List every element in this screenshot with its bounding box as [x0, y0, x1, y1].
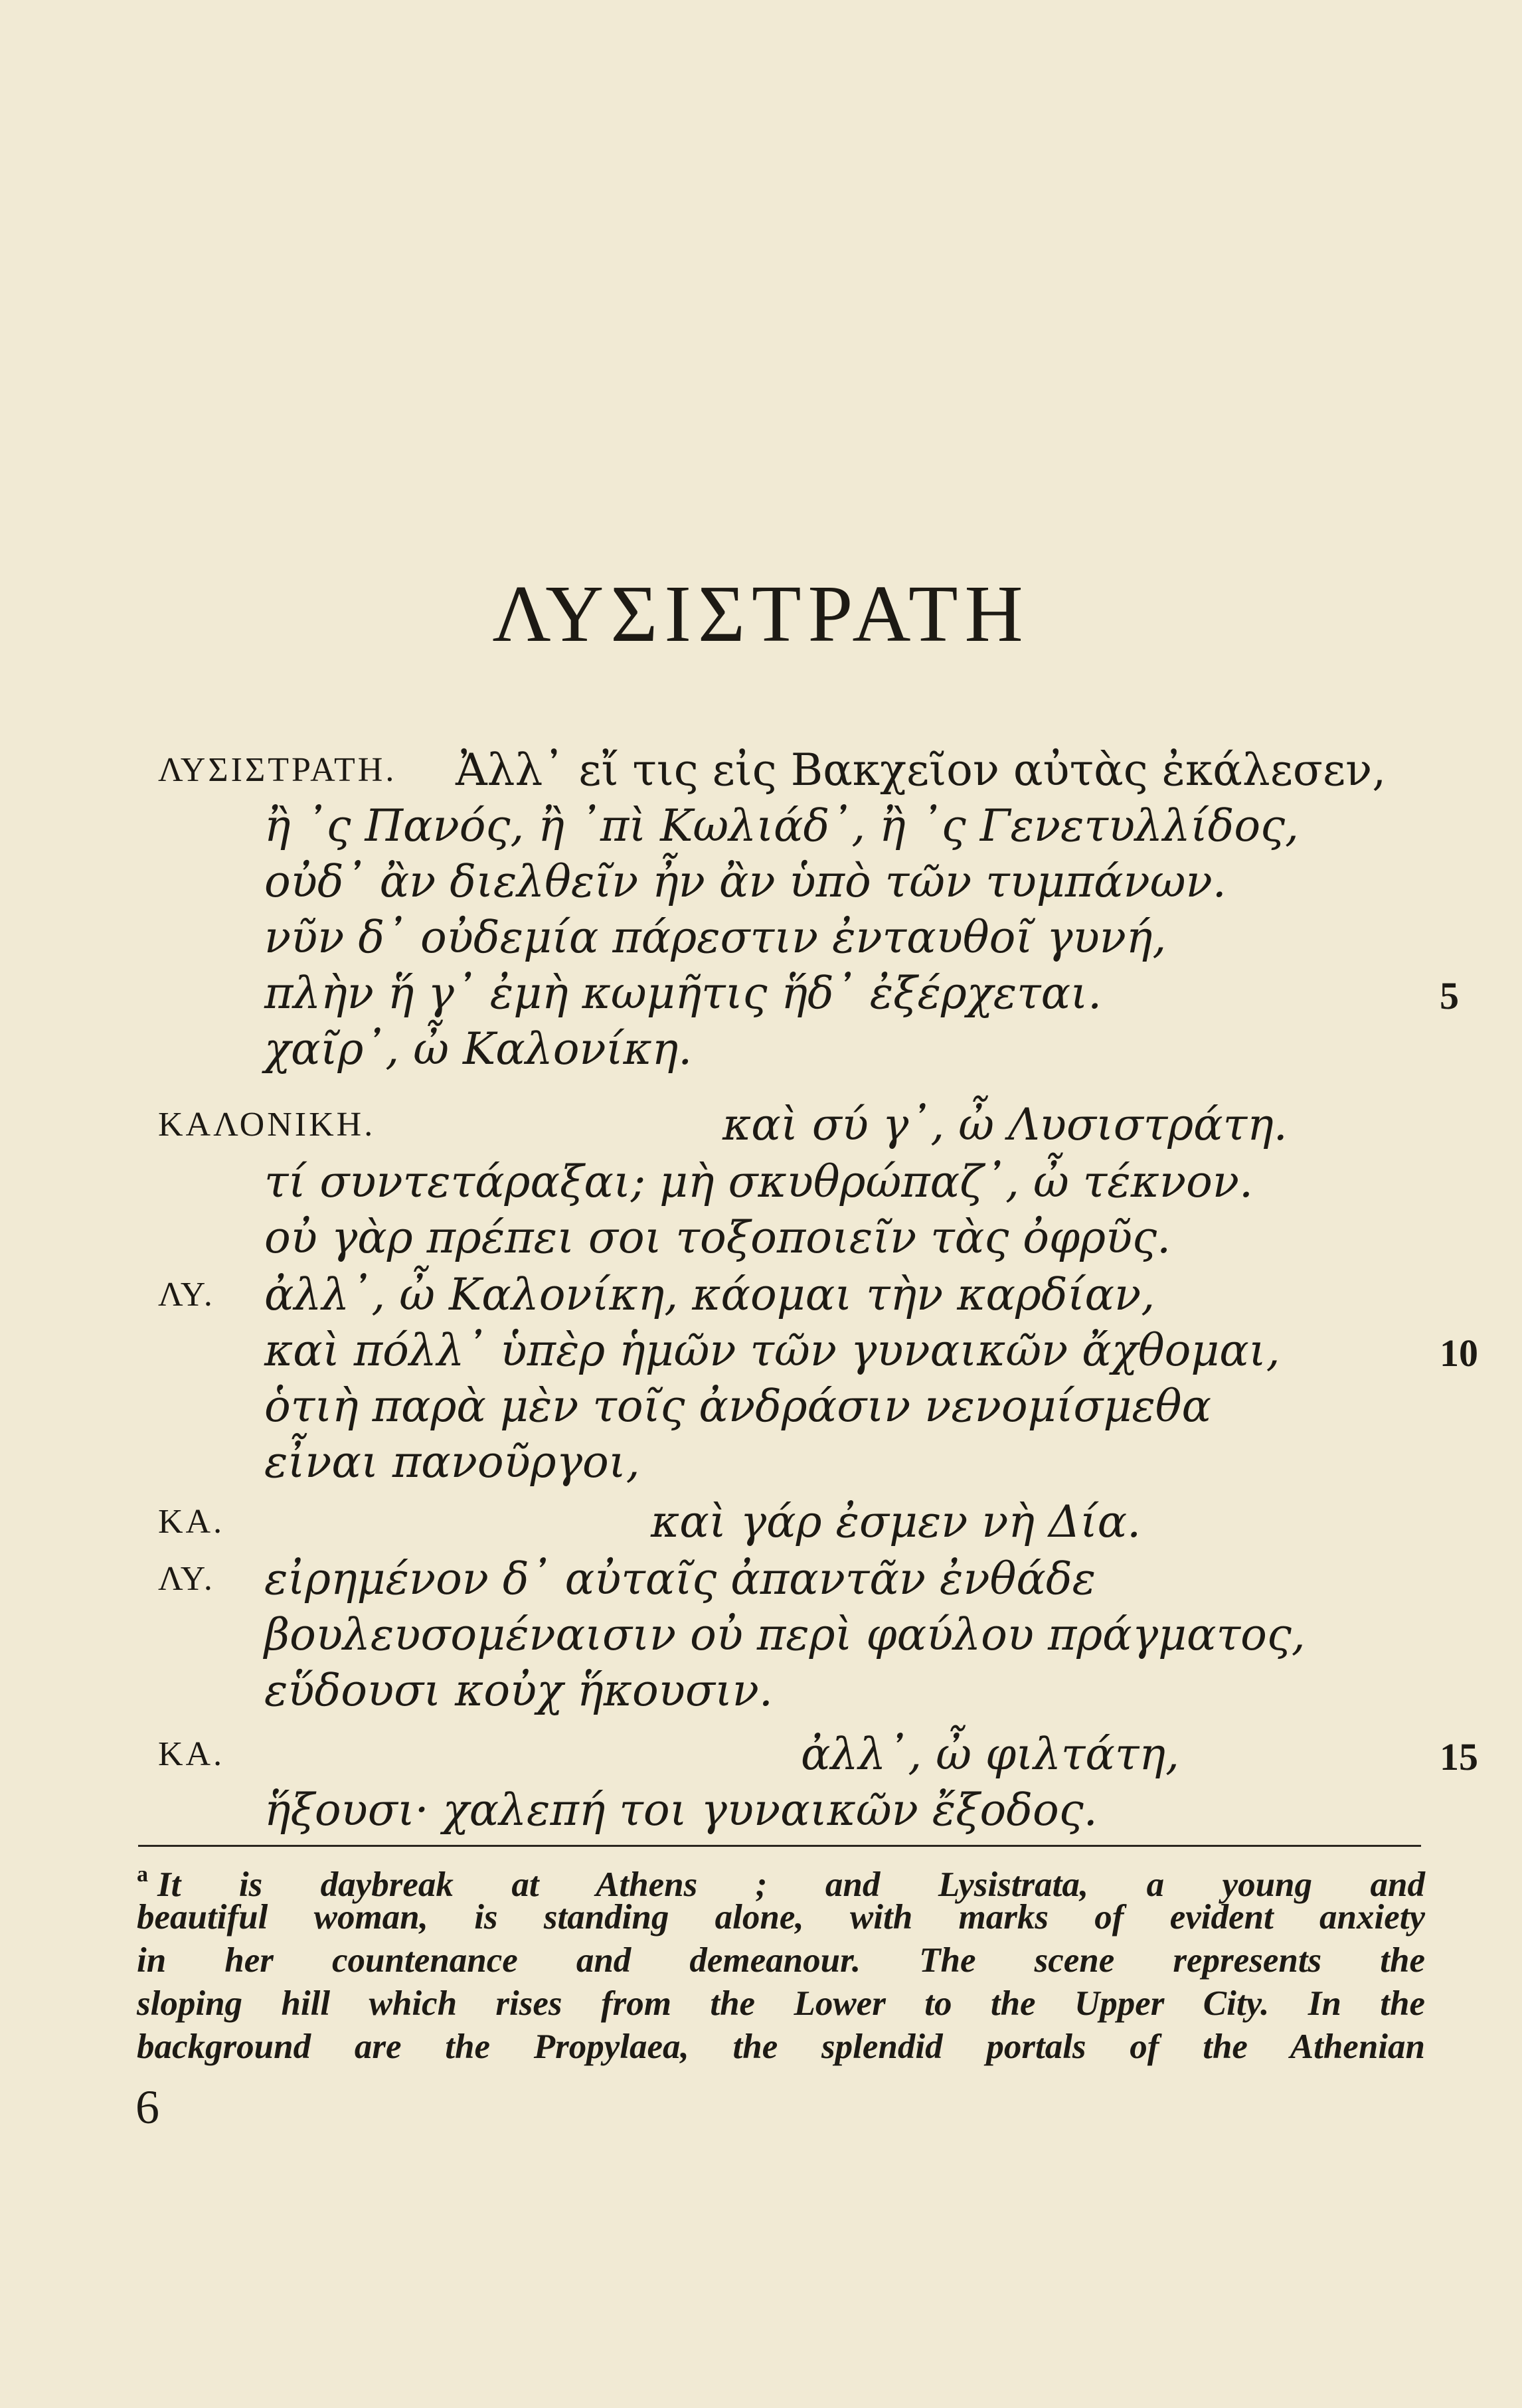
verse-text: εὕδουσι κοὐχ ἥκουσιν. — [264, 1665, 773, 1716]
verse-text: ἥξουσι· χαλεπή τοι γυναικῶν ἔξοδος. — [264, 1784, 1098, 1836]
footnote-line: $^a$ It is daybreak at Athens ; and Lysistrata, a young and — [137, 1862, 1425, 1904]
line-number: 15 — [1440, 1735, 1478, 1778]
verse-text: ὁτιὴ παρὰ μὲν τοῖς ἀνδράσιν νενομίσμεθα — [264, 1381, 1212, 1432]
speaker-label: ΛΥ. — [158, 1276, 215, 1314]
line-number: 10 — [1440, 1332, 1478, 1375]
verse-text: καὶ γάρ ἐσμεν νὴ Δία. — [651, 1496, 1142, 1547]
verse-line — [0, 1210, 1522, 1266]
verse-text: πλὴν ἥ γ᾽ ἐμὴ κωμῆτις ἥδ᾽ ἐξέρχεται. — [264, 968, 1102, 1019]
verse-text: βουλευσομέναισιν οὐ περὶ φαύλου πράγματος, — [264, 1609, 1306, 1660]
footnote-divider — [138, 1845, 1421, 1847]
verse-line — [0, 1663, 1522, 1719]
footnote-line: background are the Propylaea, the splendid portals of the Athenian — [137, 2027, 1425, 2066]
verse-line — [0, 1097, 1522, 1153]
verse-text: εἶναι πανοῦργοι, — [264, 1436, 640, 1488]
line-number: 5 — [1440, 974, 1459, 1017]
verse-text: τί συντετάραξαι; μὴ σκυθρώπαζ᾽, ὦ τέκνον. — [264, 1156, 1253, 1207]
footnote-marker: a — [137, 1862, 148, 1887]
verse-line — [0, 1154, 1522, 1210]
verse-line — [0, 1727, 1522, 1782]
speaker-label: ΚΑΛΟΝΙΚΗ. — [158, 1106, 376, 1144]
verse-line — [0, 1551, 1522, 1607]
speaker-label: ΚΑ. — [158, 1503, 225, 1541]
speaker-label: ΛΥΣΙΣΤΡΑΤΗ. — [158, 751, 397, 789]
verse-line — [0, 1494, 1522, 1550]
verse-text: ἀλλ᾽, ὦ Καλονίκη, κάομαι τὴν καρδίαν, — [264, 1269, 1155, 1320]
verse-text: νῦν δ᾽ οὐδεμία πάρεστιν ἐνταυθοῖ γυνή, — [264, 912, 1167, 963]
verse-text: χαῖρ᾽, ὦ Καλονίκη. — [264, 1023, 693, 1075]
verse-text: οὐ γὰρ πρέπει σοι τοξοποιεῖν τὰς ὀφρῦς. — [264, 1212, 1171, 1263]
verse-text: οὐδ᾽ ἂν διελθεῖν ἦν ἂν ὑπὸ τῶν τυμπάνων. — [264, 856, 1226, 907]
verse-line — [0, 966, 1522, 1021]
footnote-line: in her countenance and demeanour. The scene represents the — [137, 1941, 1425, 1980]
speaker-label: ΛΥ. — [158, 1560, 215, 1598]
verse-text: Ἀλλ᾽ εἴ τις εἰς Βακχεῖον αὐτὰς ἐκάλεσεν, — [456, 744, 1387, 796]
verse-line — [0, 742, 1522, 798]
verse-text: καὶ πόλλ᾽ ὑπὲρ ἡμῶν τῶν γυναικῶν ἄχθομαι, — [264, 1325, 1280, 1376]
verse-line — [0, 1607, 1522, 1663]
footnote-line: sloping hill which rises from the Lower to the Upper City. In the — [137, 1984, 1425, 2023]
verse-line — [0, 1021, 1522, 1077]
verse-line — [0, 1323, 1522, 1379]
verse-line — [0, 798, 1522, 854]
play-title: ΛΥΣΙΣΤΡΑΤΗ — [492, 569, 1030, 659]
verse-line — [0, 1434, 1522, 1490]
verse-line — [0, 1379, 1522, 1434]
verse-text: εἰρημένον δ᾽ αὐταῖς ἀπαντᾶν ἐνθάδε — [264, 1553, 1096, 1604]
verse-line — [0, 854, 1522, 910]
page-number: 6 — [135, 2081, 159, 2134]
verse-text: ἢ ᾽ς Πανός, ἢ ᾽πὶ Κωλιάδ᾽, ἢ ᾽ς Γενετυλλίδος, — [264, 800, 1300, 851]
verse-line — [0, 1782, 1522, 1838]
verse-line — [0, 1267, 1522, 1323]
footnote — [137, 1853, 1425, 2069]
speaker-label: ΚΑ. — [158, 1735, 225, 1773]
verse-line — [0, 910, 1522, 966]
verse-text: ἀλλ᾽, ὦ φιλτάτη, — [801, 1729, 1180, 1780]
footnote-line: beautiful woman, is standing alone, with marks of evident anxiety — [137, 1898, 1425, 1936]
verse-text: καὶ σύ γ᾽, ὦ Λυσιστράτη. — [722, 1099, 1288, 1150]
